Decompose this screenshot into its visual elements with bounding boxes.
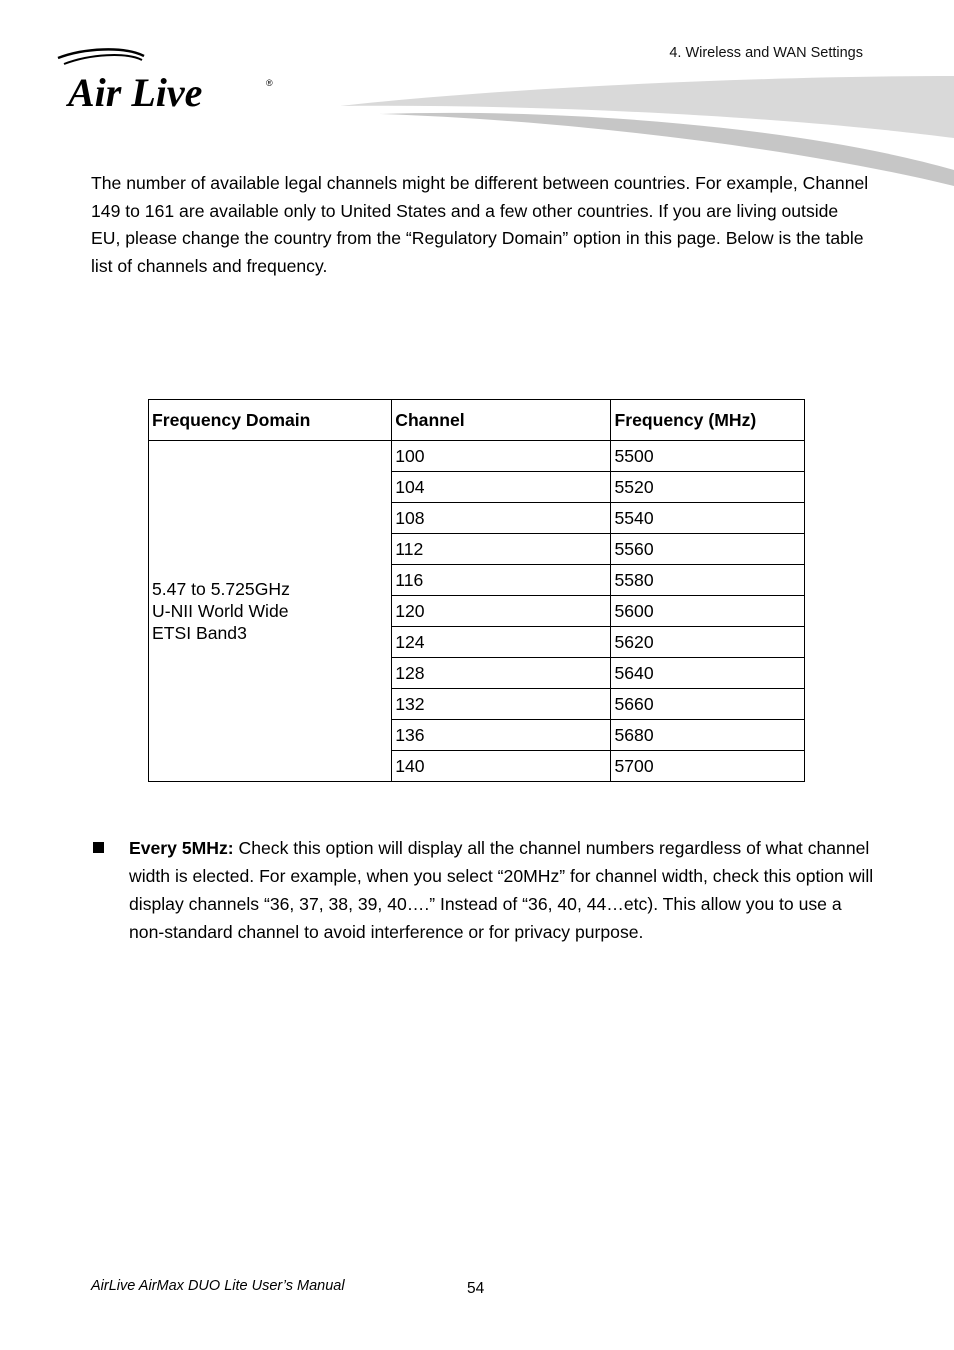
channel-cell: 112	[392, 534, 611, 565]
frequency-cell: 5620	[611, 627, 805, 658]
channel-cell: 108	[392, 503, 611, 534]
domain-line: ETSI Band3	[152, 623, 247, 643]
channel-frequency-table	[148, 399, 805, 782]
header-channel: Channel	[392, 400, 611, 441]
logo-wordmark: Air Live	[68, 70, 203, 112]
frequency-domain-cell	[149, 441, 392, 782]
channel-cell: 140	[392, 751, 611, 782]
channel-cell: 124	[392, 627, 611, 658]
frequency-cell: 5680	[611, 720, 805, 751]
frequency-cell: 5660	[611, 689, 805, 720]
channel-cell: 100	[392, 441, 611, 472]
frequency-cell: 5640	[611, 658, 805, 689]
square-bullet-icon	[93, 842, 104, 853]
domain-line: U-NII World Wide	[152, 601, 289, 621]
frequency-cell: 5700	[611, 751, 805, 782]
header-frequency-domain: Frequency Domain	[149, 400, 392, 441]
header-frequency: Frequency (MHz)	[611, 400, 805, 441]
frequency-cell: 5520	[611, 472, 805, 503]
svg-text:®: ®	[266, 78, 273, 88]
table-row	[149, 441, 805, 472]
table-header-row	[149, 400, 805, 441]
page-number: 54	[467, 1280, 485, 1297]
frequency-cell: 5580	[611, 565, 805, 596]
channel-cell: 132	[392, 689, 611, 720]
channel-cell: 136	[392, 720, 611, 751]
frequency-cell: 5500	[611, 441, 805, 472]
section-title: 4. Wireless and WAN Settings	[669, 45, 863, 61]
channel-cell: 120	[392, 596, 611, 627]
frequency-cell: 5540	[611, 503, 805, 534]
airlive-logo	[54, 46, 284, 112]
frequency-cell: 5600	[611, 596, 805, 627]
frequency-cell: 5560	[611, 534, 805, 565]
domain-line: 5.47 to 5.725GHz	[152, 579, 290, 599]
every-5mhz-text: Check this option will display all the channel numbers regardless of what channel width is elected. For example, when you select “20MHz” for channel width, check this option will display channels “36, 37, 38, 39, 40….” Instead of “36, 40, 44…etc). This allow you to use a non-standard channel to avoid interference or for privacy purpose.	[129, 838, 874, 942]
every-5mhz-label: Every 5MHz:	[129, 838, 234, 858]
intro-paragraph: The number of available legal channels might be different between countries. For example, Channel 149 to 161 are available only to United States and a few other countries. If you are living outside EU, please change the country from the “Regulatory Domain” option in this page. Below is the table list of channels and frequency.	[91, 173, 869, 276]
channel-cell: 116	[392, 565, 611, 596]
every-5mhz-description	[129, 834, 874, 946]
footer-manual-title: AirLive AirMax DUO Lite User’s Manual	[91, 1278, 345, 1294]
channel-cell: 128	[392, 658, 611, 689]
channel-cell: 104	[392, 472, 611, 503]
